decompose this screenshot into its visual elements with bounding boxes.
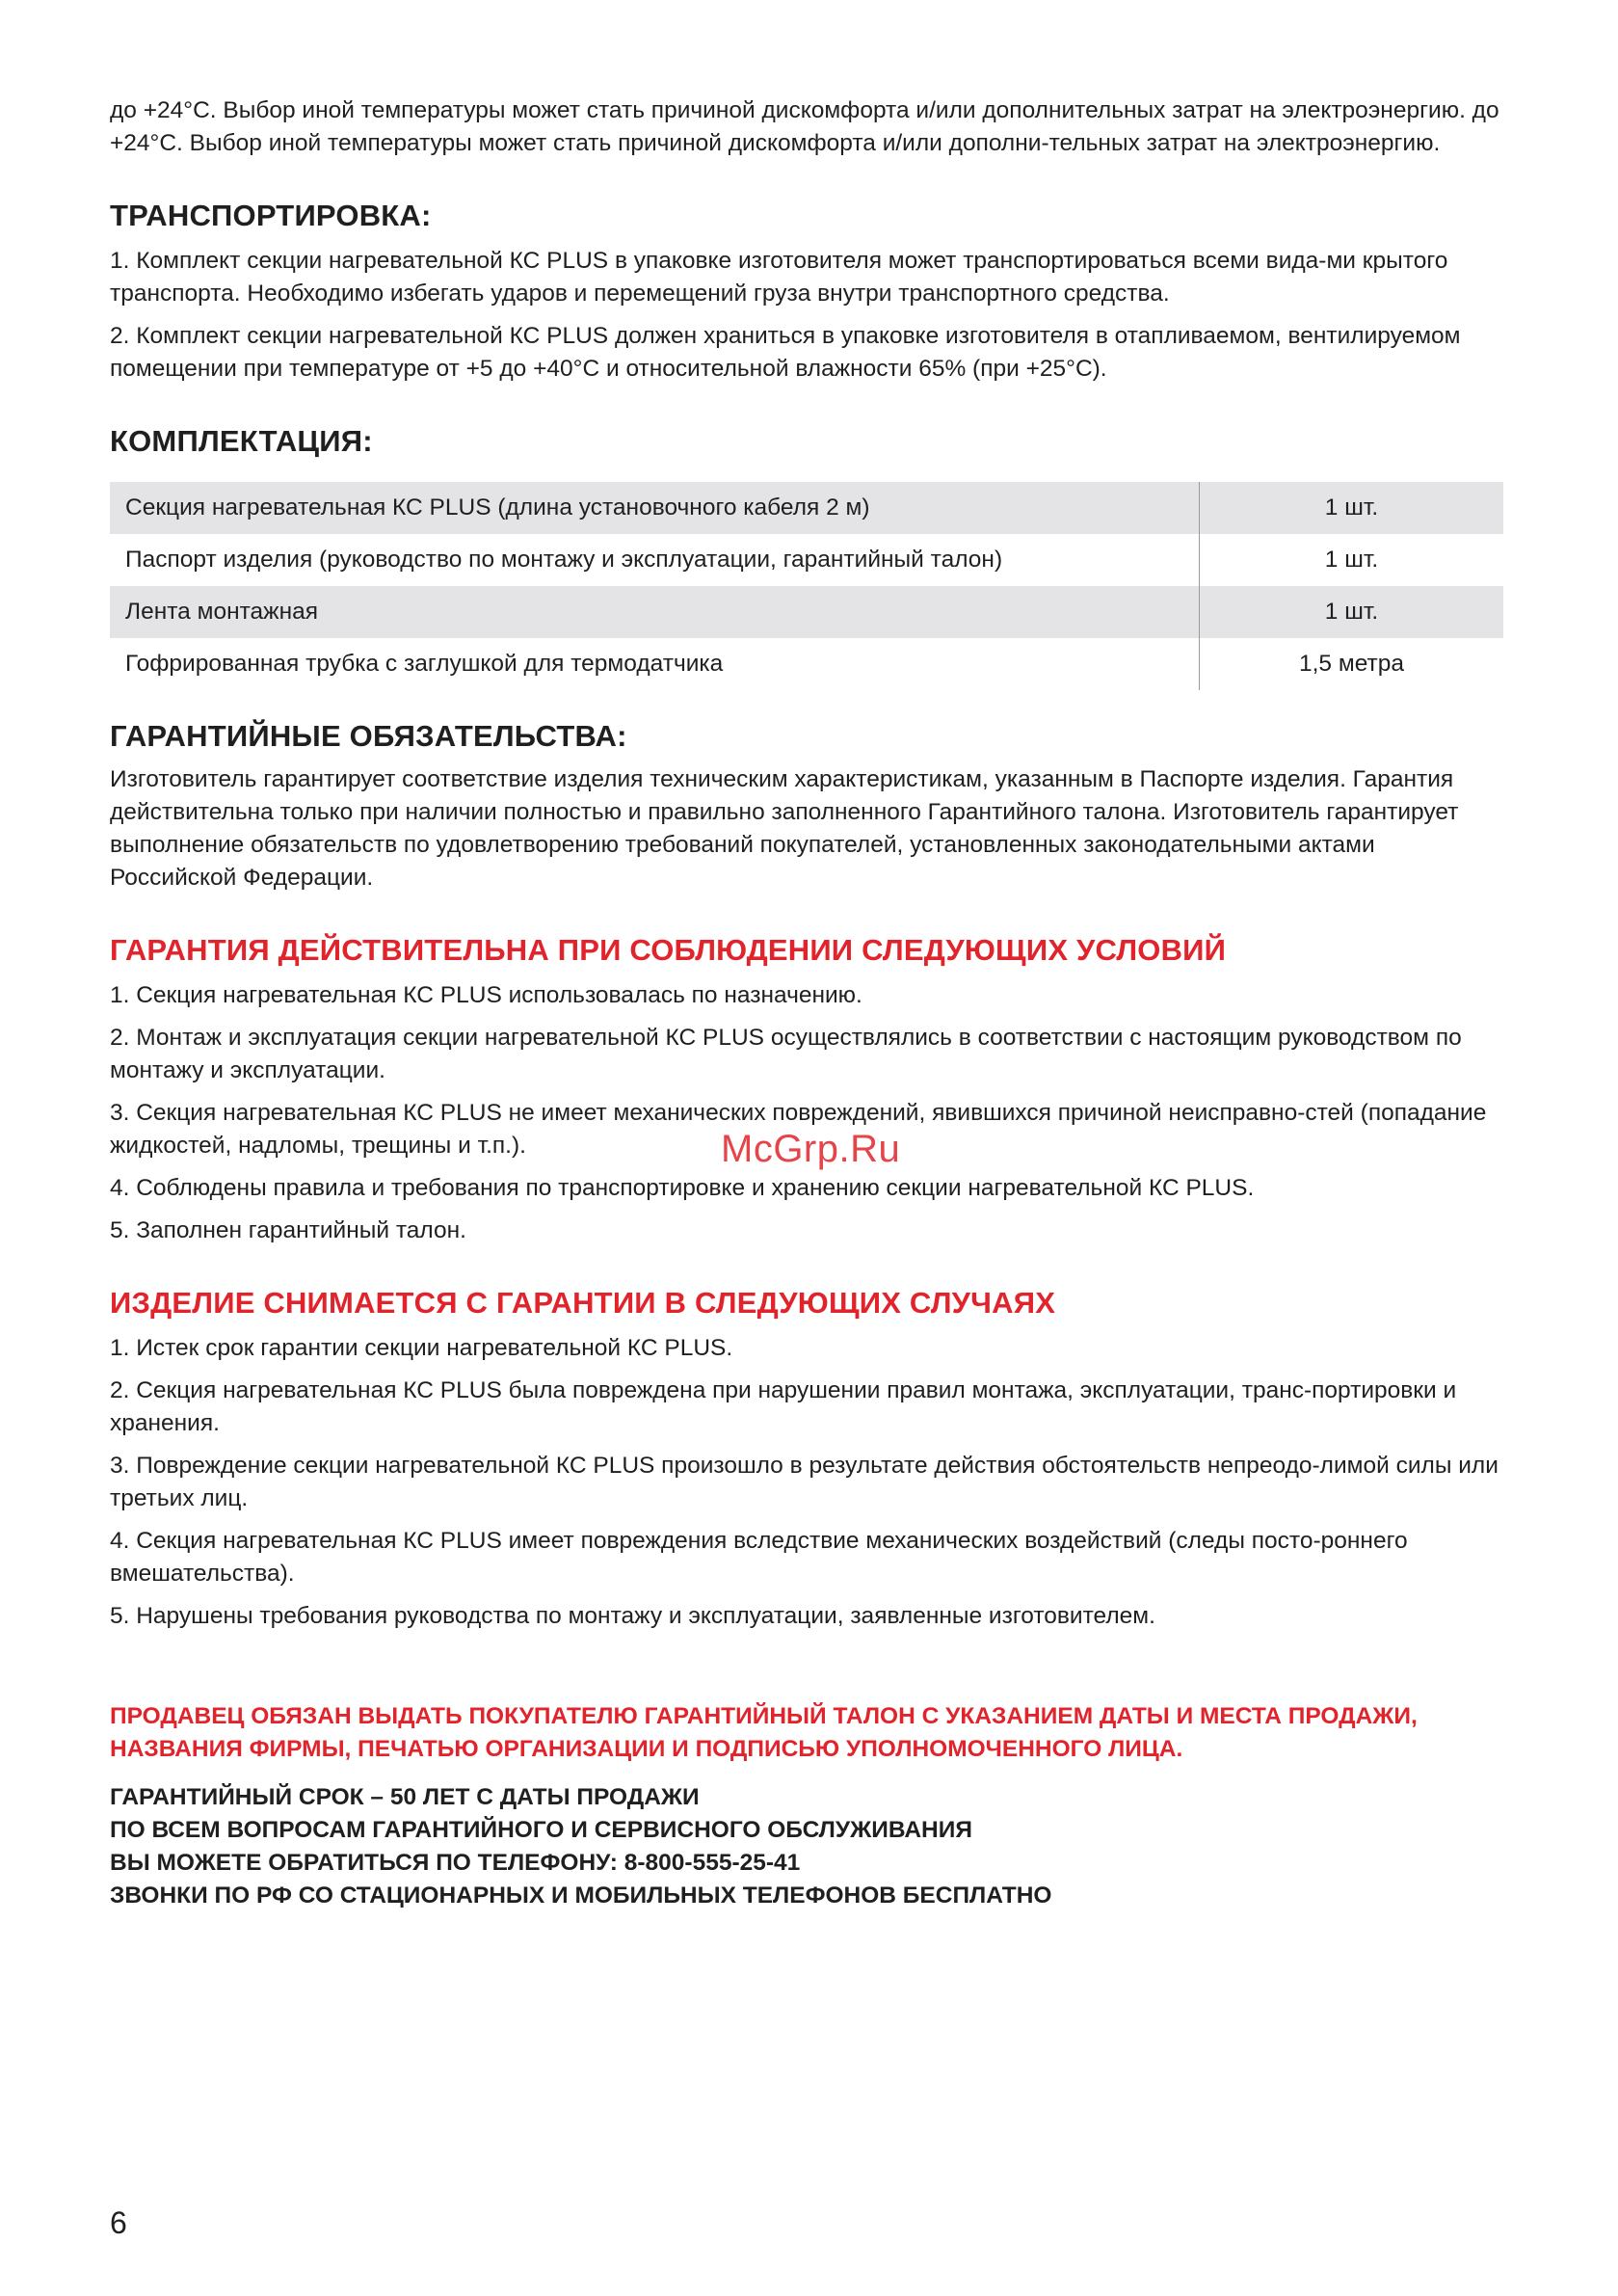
guarantee-heading: ГАРАНТИЙНЫЕ ОБЯЗАТЕЛЬСТВА: (110, 719, 627, 753)
void-item: 5. Нарушены требования руководства по монтажу и эксплуатации, заявленные изготовителем. (110, 1603, 1155, 1629)
transport-item: 1. Комплект секции нагревательной КС PLUS в упаковке изготовителя может транспортироваться всеми вида-ми крытого транспорта. Необходимо избегать ударов и перемещений груза внутри транспортного средства. (110, 248, 1448, 307)
transport-heading: ТРАНСПОРТИРОВКА: (110, 199, 432, 232)
intro-paragraph: до +24°С. Выбор иной температуры может стать причиной дискомфорта и/или дополнительных затрат на электроэнергию. до +24°С. Выбор иной температуры может стать причиной дискомфорта и/или дополни-тельных затрат на электроэнергию. (110, 97, 1499, 156)
transport-item: 2. Комплект секции нагревательной КС PLUS должен храниться в упаковке изготовителя в отапливаемом, вентилируемом помещении при температуре от +5 до +40°С и относительной влажности 65% (при +25°С). (110, 323, 1461, 382)
void-heading: ИЗДЕЛИЕ СНИМАЕТСЯ С ГАРАНТИИ В СЛЕДУЮЩИХ СЛУЧАЯХ (110, 1286, 1056, 1320)
kit-section (110, 422, 1505, 690)
kit-row (110, 482, 1503, 534)
conditions-item: 5. Заполнен гарантийный талон. (110, 1217, 466, 1243)
phone-line: ВЫ МОЖЕТЕ ОБРАТИТЬСЯ ПО ТЕЛЕФОНУ: 8-800-555-25-41 (110, 1850, 801, 1876)
kit-table (110, 482, 1503, 690)
void-item: 3. Повреждение секции нагревательной КС PLUS произошло в результате действия обстоятельств непреодо-лимой силы или третьих лиц. (110, 1453, 1499, 1511)
seller-notice: ПРОДАВЕЦ ОБЯЗАН ВЫДАТЬ ПОКУПАТЕЛЮ ГАРАНТИЙНЫЙ ТАЛОН С УКАЗАНИЕМ ДАТЫ И МЕСТА ПРОДАЖИ, НАЗВАНИЯ ФИРМЫ, ПЕЧАТЬЮ ОРГАНИЗАЦИИ И ПОДПИСЬЮ УПОЛНОМОЧЕННОГО ЛИЦА. (110, 1703, 1418, 1762)
kit-item-qty: 1 шт. (1200, 586, 1504, 638)
conditions-item: 4. Соблюдены правила и требования по транспортировке и хранению секции нагревательной КС PLUS. (110, 1175, 1255, 1201)
kit-row (110, 638, 1503, 690)
void-item: 2. Секция нагревательная КС PLUS была повреждена при нарушении правил монтажа, эксплуатации, транс-портировки и хранения. (110, 1377, 1457, 1436)
conditions-item: 3. Секция нагревательная КС PLUS не имеет механических повреждений, явившихся причиной неисправно-стей (попадание жидкостей, надломы, трещины и т.п.). (110, 1100, 1487, 1159)
service-questions-line: ПО ВСЕМ ВОПРОСАМ ГАРАНТИЙНОГО И СЕРВИСНОГО ОБСЛУЖИВАНИЯ (110, 1817, 972, 1843)
page-number: 6 (110, 2205, 127, 2240)
conditions-heading: ГАРАНТИЯ ДЕЙСТВИТЕЛЬНА ПРИ СОБЛЮДЕНИИ СЛЕДУЮЩИХ УСЛОВИЙ (110, 933, 1227, 967)
kit-item-qty: 1 шт. (1200, 482, 1504, 534)
intro-section (110, 94, 1505, 160)
kit-item-qty: 1,5 метра (1200, 638, 1504, 690)
kit-item-name: Гофрированная трубка с заглушкой для термодатчика (125, 651, 724, 677)
kit-item-qty: 1 шт. (1200, 534, 1504, 586)
kit-item-name: Лента монтажная (110, 586, 1200, 638)
kit-heading: КОМПЛЕКТАЦИЯ: (110, 424, 373, 458)
guarantee-paragraph: Изготовитель гарантирует соответствие изделия техническим характеристикам, указанным в Паспорте изделия. Гарантия действительна только при наличии полностью и правильно заполненного Гарантийного талона. Изготовитель гарантирует выполнение обязательств по удовлетворению требований покупателей, установленных законодательными актами Российской Федерации. (110, 766, 1459, 891)
kit-row (110, 586, 1503, 638)
warranty-term-line: ГАРАНТИЙНЫЙ СРОК – 50 ЛЕТ С ДАТЫ ПРОДАЖИ (110, 1784, 700, 1810)
document-page (110, 94, 1505, 1912)
conditions-item: 1. Секция нагревательная КС PLUS использовалась по назначению. (110, 982, 862, 1008)
warranty-contact-block (110, 1781, 1505, 1912)
conditions-item: 2. Монтаж и эксплуатация секции нагревательной КС PLUS осуществлялись в соответствии с настоящим руководством по монтажу и эксплуатации. (110, 1025, 1462, 1083)
watermark: McGrp.Ru (721, 1128, 901, 1170)
void-section (110, 1284, 1505, 1633)
free-calls-line: ЗВОНКИ ПО РФ СО СТАЦИОНАРНЫХ И МОБИЛЬНЫХ ТЕЛЕФОНОВ БЕСПЛАТНО (110, 1882, 1052, 1909)
guarantee-section (110, 717, 1505, 894)
kit-row (110, 534, 1503, 586)
conditions-section (110, 931, 1505, 1247)
void-item: 4. Секция нагревательная КС PLUS имеет повреждения вследствие механических воздействий (следы посто-роннего вмешательства). (110, 1528, 1408, 1587)
void-item: 1. Истек срок гарантии секции нагревательной КС PLUS. (110, 1335, 733, 1361)
kit-item-name: Паспорт изделия (руководство по монтажу и эксплуатации, гарантийный талон) (125, 547, 1003, 573)
kit-item-name: Секция нагревательная КС PLUS (длина установочного кабеля 2 м) (110, 482, 1200, 534)
transport-section (110, 197, 1505, 386)
